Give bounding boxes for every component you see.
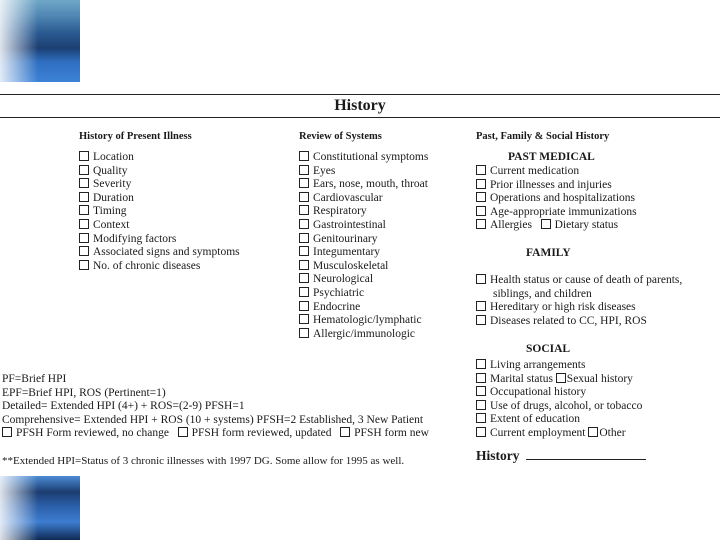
checkbox[interactable] [476, 274, 486, 284]
checkbox[interactable] [299, 246, 309, 256]
checkbox[interactable] [299, 205, 309, 215]
family-item-diseases: Diseases related to CC, HPI, ROS [490, 314, 647, 327]
checkbox[interactable] [340, 427, 350, 437]
checkbox[interactable] [299, 287, 309, 297]
title-rule [0, 117, 720, 118]
checkbox[interactable] [79, 151, 89, 161]
list-item [476, 192, 637, 206]
checkbox[interactable] [299, 219, 309, 229]
list-item [299, 314, 428, 328]
list-item-label: Context [93, 218, 130, 231]
list-item-label: Endocrine [313, 300, 361, 313]
list-item [79, 151, 240, 165]
form-updated: PFSH form reviewed, updated [191, 427, 332, 440]
social-occupational: Occupational history [490, 386, 587, 399]
list-item [476, 179, 637, 193]
note-pf: PF=Brief HPI [2, 373, 67, 385]
decorative-stripe-top [0, 0, 80, 82]
past-medical-heading: PAST MEDICAL [508, 151, 595, 163]
list-item [299, 192, 428, 206]
checkbox[interactable] [476, 400, 486, 410]
list-item-label: Current medication [490, 165, 580, 177]
top-rule [0, 94, 720, 95]
list-item-label: Allergic/immunologic [313, 327, 415, 340]
history-blank[interactable] [526, 449, 646, 460]
list-item-label: Respiratory [313, 205, 367, 218]
note-comprehensive: Comprehensive= Extended HPI + ROS (10 + systems) PFSH=2 Established, 3 New Patient [2, 413, 424, 426]
list-item-label: Genitourinary [313, 232, 378, 245]
checkbox[interactable] [299, 178, 309, 188]
checkbox[interactable] [299, 328, 309, 338]
list-item-label: Hematologic/lymphatic [313, 314, 422, 327]
checkbox[interactable] [299, 192, 309, 202]
list-item-label: Prior illnesses and injuries [490, 178, 612, 191]
list-item-label: Severity [93, 178, 132, 191]
list-item-label: Location [93, 151, 134, 163]
hpi-list [79, 151, 240, 273]
dietary-label: Dietary status [554, 219, 619, 231]
social-drugs: Use of drugs, alcohol, or tobacco [490, 399, 643, 412]
list-item-label: Age-appropriate immunizations [490, 205, 637, 218]
list-item [299, 151, 428, 165]
list-item [79, 246, 240, 260]
list-item [79, 178, 240, 192]
list-item [79, 165, 240, 179]
checkbox[interactable] [2, 427, 12, 437]
list-item-label: Gastrointestinal [313, 218, 386, 231]
list-item [299, 233, 428, 247]
list-item-label: Duration [93, 191, 134, 204]
checkbox[interactable] [299, 151, 309, 161]
social-employment: Current employment [490, 426, 586, 439]
list-item-label: Musculoskeletal [313, 259, 389, 272]
list-item [299, 178, 428, 192]
checkbox[interactable] [299, 260, 309, 270]
list-item-label: Ears, nose, mouth, throat [313, 178, 428, 191]
history-signature-line [476, 448, 646, 464]
checkbox[interactable] [299, 301, 309, 311]
checkbox[interactable] [556, 373, 566, 383]
list-item [299, 301, 428, 315]
decorative-stripe-bottom [0, 476, 80, 540]
list-item [79, 233, 240, 247]
list-item [299, 246, 428, 260]
list-item-label: Psychiatric [313, 286, 365, 299]
pfsh-heading: Past, Family & Social History [476, 131, 610, 142]
checkbox[interactable] [299, 165, 309, 175]
checkbox[interactable] [476, 427, 486, 437]
list-item [79, 260, 240, 274]
ros-list [299, 151, 428, 341]
social-living: Living arrangements [490, 359, 586, 371]
footnote: **Extended HPI=Status of 3 chronic illnesses with 1997 DG. Some allow for 1995 as well. [2, 455, 405, 467]
checkbox[interactable] [541, 219, 551, 229]
social-heading: SOCIAL [526, 343, 571, 355]
checkbox[interactable] [476, 413, 486, 423]
ros-heading: Review of Systems [299, 131, 382, 142]
social-other: Other [599, 426, 626, 439]
list-item [299, 165, 428, 179]
list-item-label: Cardiovascular [313, 191, 383, 204]
list-item [79, 192, 240, 206]
allergies-label: Allergies [490, 219, 532, 231]
checkbox[interactable] [476, 386, 486, 396]
checkbox[interactable] [79, 246, 89, 256]
checkbox[interactable] [476, 315, 486, 325]
checkbox[interactable] [476, 192, 486, 202]
family-item-health: Health status or cause of death of parents, [490, 274, 683, 286]
family-item-health-cont: siblings, and children [493, 287, 592, 300]
checkbox[interactable] [79, 205, 89, 215]
list-item [299, 260, 428, 274]
list-item-label: Operations and hospitalizations [490, 192, 635, 205]
checkbox[interactable] [476, 179, 486, 189]
list-item [476, 206, 637, 220]
past-medical-list [476, 165, 637, 219]
page-title: History [334, 97, 386, 114]
list-item-label: Eyes [313, 164, 336, 177]
checkbox[interactable] [476, 206, 486, 216]
hpi-heading: History of Present Illness [79, 131, 192, 142]
checkbox[interactable] [476, 219, 486, 229]
family-list [476, 274, 682, 328]
checkbox[interactable] [299, 233, 309, 243]
list-item [299, 205, 428, 219]
note-detailed: Detailed= Extended HPI (4+) + ROS=(2-9) PFSH=1 [2, 400, 245, 413]
list-item [79, 205, 240, 219]
checkbox[interactable] [79, 260, 89, 270]
allergies-row [476, 219, 618, 233]
list-item [79, 219, 240, 233]
list-item-label: Timing [93, 205, 127, 218]
checkbox[interactable] [79, 165, 89, 175]
checkbox[interactable] [476, 359, 486, 369]
list-item-label: Quality [93, 164, 128, 177]
social-list [476, 359, 642, 441]
list-item [299, 219, 428, 233]
social-education: Extent of education [490, 413, 581, 426]
social-marital: Marital status [490, 372, 553, 385]
list-item [299, 287, 428, 301]
level-notes [2, 373, 429, 441]
form-no-change: PFSH Form reviewed, no change [16, 427, 169, 440]
form-new: PFSH form new [354, 427, 429, 440]
list-item-label: Integumentary [313, 246, 381, 259]
form-options [2, 427, 429, 441]
family-heading: FAMILY [526, 247, 571, 259]
list-item-label: Neurological [313, 273, 374, 286]
checkbox[interactable] [79, 192, 89, 202]
list-item [476, 165, 637, 179]
checkbox[interactable] [588, 427, 598, 437]
checkbox[interactable] [299, 314, 309, 324]
checkbox[interactable] [476, 165, 486, 175]
list-item-label: No. of chronic diseases [93, 259, 201, 272]
list-item [299, 273, 428, 287]
checkbox[interactable] [79, 178, 89, 188]
list-item-label: Associated signs and symptoms [93, 246, 240, 259]
family-item-hereditary: Hereditary or high risk diseases [490, 301, 636, 314]
list-item-label: Modifying factors [93, 232, 177, 245]
checkbox[interactable] [476, 301, 486, 311]
list-item-label: Constitutional symptoms [313, 151, 429, 163]
list-item [299, 328, 428, 342]
note-epf: EPF=Brief HPI, ROS (Pertinent=1) [2, 386, 166, 399]
checkbox[interactable] [476, 373, 486, 383]
checkbox[interactable] [79, 219, 89, 229]
checkbox[interactable] [178, 427, 188, 437]
social-sexual: Sexual history [566, 372, 633, 385]
history-label: History [476, 448, 520, 463]
checkbox[interactable] [79, 233, 89, 243]
checkbox[interactable] [299, 273, 309, 283]
